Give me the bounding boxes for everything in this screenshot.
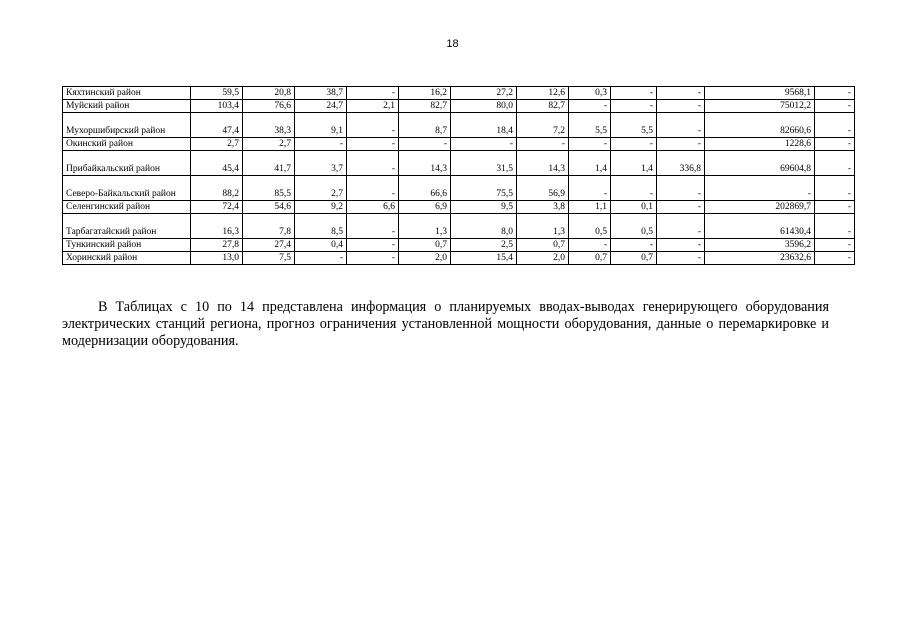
value-cell: 16,3 bbox=[191, 214, 243, 239]
value-cell: 8,0 bbox=[451, 214, 517, 239]
value-cell: - bbox=[399, 138, 451, 151]
value-cell: - bbox=[569, 176, 611, 201]
value-cell: 7,8 bbox=[243, 214, 295, 239]
value-cell: - bbox=[657, 100, 705, 113]
value-cell: - bbox=[705, 176, 815, 201]
table-row bbox=[63, 87, 855, 100]
value-cell: 23632,6 bbox=[705, 252, 815, 265]
district-name-cell: Северо-Байкальский район bbox=[63, 176, 191, 201]
value-cell: 2,0 bbox=[399, 252, 451, 265]
value-cell: 9,1 bbox=[295, 113, 347, 138]
page-number: 18 bbox=[446, 38, 459, 50]
value-cell: 5,5 bbox=[569, 113, 611, 138]
value-cell: 2,7 bbox=[191, 138, 243, 151]
value-cell: 0,4 bbox=[295, 239, 347, 252]
value-cell: 13,0 bbox=[191, 252, 243, 265]
value-cell: 61430,4 bbox=[705, 214, 815, 239]
value-cell: 3,8 bbox=[517, 201, 569, 214]
value-cell: 85,5 bbox=[243, 176, 295, 201]
value-cell: 0,7 bbox=[611, 252, 657, 265]
value-cell: 20,8 bbox=[243, 87, 295, 100]
value-cell: 2,7 bbox=[243, 138, 295, 151]
table-row bbox=[63, 201, 855, 214]
value-cell: 75012,2 bbox=[705, 100, 815, 113]
district-name-cell: Кяхтинский район bbox=[63, 87, 191, 100]
value-cell: - bbox=[657, 87, 705, 100]
value-cell: 12,6 bbox=[517, 87, 569, 100]
value-cell: 82660,6 bbox=[705, 113, 815, 138]
value-cell: - bbox=[347, 87, 399, 100]
value-cell: - bbox=[611, 239, 657, 252]
value-cell: 1228,6 bbox=[705, 138, 815, 151]
value-cell: 15,4 bbox=[451, 252, 517, 265]
value-cell: 0,7 bbox=[569, 252, 611, 265]
value-cell: - bbox=[657, 176, 705, 201]
value-cell: 9568,1 bbox=[705, 87, 815, 100]
value-cell: - bbox=[657, 214, 705, 239]
value-cell: - bbox=[815, 214, 855, 239]
value-cell: 1,3 bbox=[517, 214, 569, 239]
value-cell: - bbox=[657, 252, 705, 265]
district-data-table bbox=[62, 86, 855, 265]
value-cell: 56,9 bbox=[517, 176, 569, 201]
value-cell: 47,4 bbox=[191, 113, 243, 138]
value-cell: - bbox=[611, 176, 657, 201]
value-cell: 24,7 bbox=[295, 100, 347, 113]
value-cell: 336,8 bbox=[657, 151, 705, 176]
value-cell: 80,0 bbox=[451, 100, 517, 113]
district-name-cell: Окинский район bbox=[63, 138, 191, 151]
value-cell: 2,0 bbox=[517, 252, 569, 265]
value-cell: - bbox=[815, 252, 855, 265]
district-name-cell: Мухоршибирский район bbox=[63, 113, 191, 138]
value-cell: 54,6 bbox=[243, 201, 295, 214]
value-cell: 0,5 bbox=[611, 214, 657, 239]
value-cell: 0,7 bbox=[399, 239, 451, 252]
value-cell: 88,2 bbox=[191, 176, 243, 201]
value-cell: 7,5 bbox=[243, 252, 295, 265]
value-cell: 9,2 bbox=[295, 201, 347, 214]
value-cell: 27,8 bbox=[191, 239, 243, 252]
value-cell: 66,6 bbox=[399, 176, 451, 201]
value-cell: 59,5 bbox=[191, 87, 243, 100]
value-cell: 1,4 bbox=[569, 151, 611, 176]
value-cell: - bbox=[517, 138, 569, 151]
value-cell: 3,7 bbox=[295, 151, 347, 176]
district-name-cell: Прибайкальский район bbox=[63, 151, 191, 176]
value-cell: - bbox=[347, 176, 399, 201]
value-cell: 75,5 bbox=[451, 176, 517, 201]
value-cell: - bbox=[815, 239, 855, 252]
value-cell: - bbox=[347, 239, 399, 252]
value-cell: - bbox=[347, 252, 399, 265]
value-cell: 8,5 bbox=[295, 214, 347, 239]
value-cell: 2,7 bbox=[295, 176, 347, 201]
value-cell: - bbox=[569, 100, 611, 113]
value-cell: 1,1 bbox=[569, 201, 611, 214]
value-cell: - bbox=[657, 201, 705, 214]
value-cell: - bbox=[815, 176, 855, 201]
value-cell: - bbox=[815, 100, 855, 113]
value-cell: 0,7 bbox=[517, 239, 569, 252]
value-cell: - bbox=[815, 138, 855, 151]
value-cell: 202869,7 bbox=[705, 201, 815, 214]
value-cell: 27,4 bbox=[243, 239, 295, 252]
value-cell: - bbox=[347, 151, 399, 176]
district-name-cell: Селенгинский район bbox=[63, 201, 191, 214]
value-cell: - bbox=[295, 138, 347, 151]
value-cell: 8,7 bbox=[399, 113, 451, 138]
value-cell: 1,3 bbox=[399, 214, 451, 239]
value-cell: - bbox=[815, 201, 855, 214]
value-cell: 27,2 bbox=[451, 87, 517, 100]
value-cell: 82,7 bbox=[517, 100, 569, 113]
value-cell: - bbox=[815, 151, 855, 176]
value-cell: - bbox=[657, 239, 705, 252]
table-row bbox=[63, 176, 855, 201]
value-cell: 0,3 bbox=[569, 87, 611, 100]
value-cell: 103,4 bbox=[191, 100, 243, 113]
value-cell: 76,6 bbox=[243, 100, 295, 113]
value-cell: 0,5 bbox=[569, 214, 611, 239]
value-cell: 31,5 bbox=[451, 151, 517, 176]
value-cell: 41,7 bbox=[243, 151, 295, 176]
value-cell: 38,7 bbox=[295, 87, 347, 100]
body-paragraph: В Таблицах с 10 по 14 представлена информация о планируемых вводах-выводах генерирующего оборудования электрических станций региона, прогноз ограничения установленной мощности оборудования, данные о перемаркировке и модернизации оборудования. bbox=[62, 299, 829, 349]
table-row bbox=[63, 151, 855, 176]
value-cell: 72,4 bbox=[191, 201, 243, 214]
district-name-cell: Муйский район bbox=[63, 100, 191, 113]
value-cell: 14,3 bbox=[399, 151, 451, 176]
value-cell: - bbox=[815, 113, 855, 138]
value-cell: 2,5 bbox=[451, 239, 517, 252]
value-cell: 14,3 bbox=[517, 151, 569, 176]
value-cell: 16,2 bbox=[399, 87, 451, 100]
value-cell: - bbox=[347, 138, 399, 151]
value-cell: - bbox=[451, 138, 517, 151]
table-row bbox=[63, 113, 855, 138]
district-name-cell: Тункинский район bbox=[63, 239, 191, 252]
table-row bbox=[63, 138, 855, 151]
value-cell: - bbox=[815, 87, 855, 100]
value-cell: - bbox=[347, 113, 399, 138]
table-row bbox=[63, 214, 855, 239]
value-cell: 5,5 bbox=[611, 113, 657, 138]
value-cell: 9,5 bbox=[451, 201, 517, 214]
district-name-cell: Тарбагатайский район bbox=[63, 214, 191, 239]
value-cell: 45,4 bbox=[191, 151, 243, 176]
value-cell: 6,6 bbox=[347, 201, 399, 214]
table-body bbox=[63, 87, 855, 265]
value-cell: - bbox=[657, 138, 705, 151]
value-cell: 7,2 bbox=[517, 113, 569, 138]
value-cell: 3596,2 bbox=[705, 239, 815, 252]
value-cell: 38,3 bbox=[243, 113, 295, 138]
table-row bbox=[63, 100, 855, 113]
value-cell: 2,1 bbox=[347, 100, 399, 113]
value-cell: - bbox=[657, 113, 705, 138]
value-cell: - bbox=[569, 138, 611, 151]
value-cell: - bbox=[611, 138, 657, 151]
value-cell: - bbox=[295, 252, 347, 265]
table-row bbox=[63, 252, 855, 265]
value-cell: 69604,8 bbox=[705, 151, 815, 176]
value-cell: - bbox=[611, 100, 657, 113]
value-cell: - bbox=[569, 239, 611, 252]
value-cell: - bbox=[611, 87, 657, 100]
value-cell: 0,1 bbox=[611, 201, 657, 214]
value-cell: 82,7 bbox=[399, 100, 451, 113]
value-cell: 1,4 bbox=[611, 151, 657, 176]
table-row bbox=[63, 239, 855, 252]
value-cell: 6,9 bbox=[399, 201, 451, 214]
district-name-cell: Хоринский район bbox=[63, 252, 191, 265]
value-cell: 18,4 bbox=[451, 113, 517, 138]
value-cell: - bbox=[347, 214, 399, 239]
